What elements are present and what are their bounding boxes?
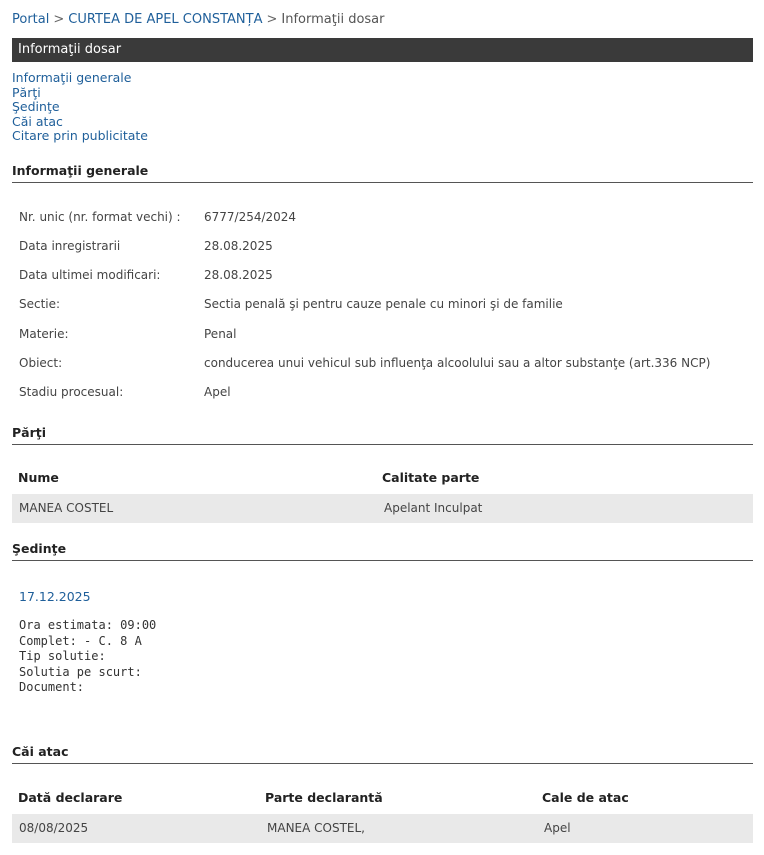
nav-link-hearings[interactable]: Şedinţe [12,99,60,115]
party-role-cell: Apelant Inculpat [384,501,483,515]
section-nav [12,71,148,144]
hearing-estimated-time: Ora estimata: 09:00 [19,618,157,632]
hearing-document: Document: [19,680,85,694]
column-header-appeal-type: Cale de atac [542,790,629,805]
table-row [12,494,753,523]
nav-link-public-summons[interactable]: Citare prin publicitate [12,128,148,144]
column-header-declaring-party: Parte declarantă [265,790,383,805]
section-title-parties: Părţi [12,425,753,445]
breadcrumb-current: Informaţii dosar [281,12,385,27]
info-label: Obiect: [19,356,63,370]
party-name-cell: MANEA COSTEL [19,501,114,515]
breadcrumb-separator: > [266,12,278,27]
info-value: Apel [204,385,231,399]
info-value: Penal [204,327,237,341]
appeal-party-cell: MANEA COSTEL, [267,821,365,835]
hearing-solution-type: Tip solutie: [19,649,106,663]
page-title: Informaţii dosar [18,42,122,57]
section-title-general-info: Informaţii generale [12,163,753,183]
section-title-hearings: Şedinţe [12,541,753,561]
info-value: 28.08.2025 [204,268,273,282]
column-header-name: Nume [18,470,59,485]
info-value: 6777/254/2024 [204,210,297,224]
info-value: conducerea unui vehicul sub influenţa alcoolului sau a altor substanţe (art.336 NCP) [204,356,711,370]
info-value: Sectia penală şi pentru cauze penale cu minori şi de familie [204,297,563,311]
breadcrumb-court-link[interactable]: CURTEA DE APEL CONSTANȚA [68,12,263,27]
breadcrumb [12,12,384,27]
column-header-party-role: Calitate parte [382,470,480,485]
page-title-bar [12,38,753,62]
breadcrumb-portal-link[interactable]: Portal [12,12,50,27]
info-label: Sectie: [19,297,61,311]
info-label: Nr. unic (nr. format vechi) : [19,210,181,224]
hearing-panel: Complet: - C. 8 A [19,633,142,648]
info-label: Data ultimei modificari: [19,268,161,282]
info-value: 28.08.2025 [204,239,273,253]
appeal-type-cell: Apel [544,821,571,835]
table-row [12,814,753,843]
breadcrumb-separator: > [53,12,65,27]
appeals-table-header [12,783,753,813]
parties-table-header [12,463,753,493]
section-title-appeals: Căi atac [12,744,753,764]
nav-link-general-info[interactable]: Informaţii generale [12,70,132,85]
hearing-date: 17.12.2025 [19,589,91,604]
hearing-solution-summary: Solutia pe scurt: [19,664,142,679]
nav-link-appeals[interactable]: Căi atac [12,113,63,129]
appeal-date-cell: 08/08/2025 [19,821,89,835]
info-label: Materie: [19,327,69,341]
hearing-details [19,618,156,696]
info-label: Stadiu procesual: [19,385,124,399]
column-header-declaration-date: Dată declarare [18,790,123,805]
info-label: Data inregistrarii [19,239,121,253]
nav-link-parties[interactable]: Părţi [12,84,41,100]
